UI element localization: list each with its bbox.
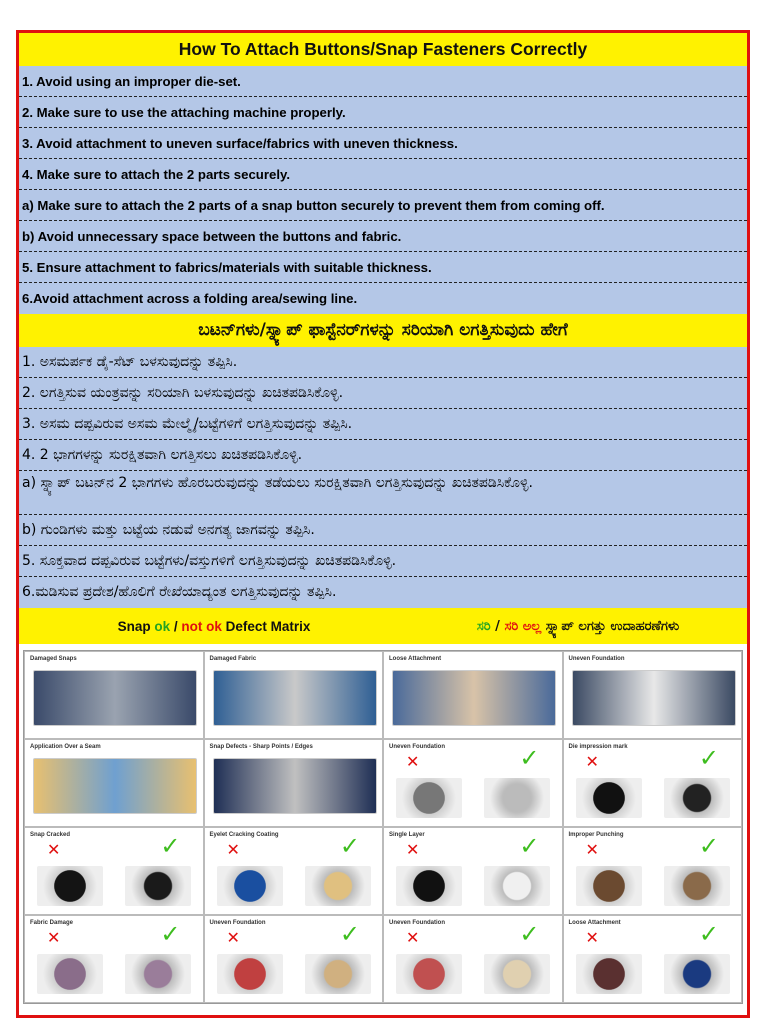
correct-photo [484, 954, 550, 994]
matrix-cell [383, 651, 563, 739]
correct-photo [484, 778, 550, 818]
english-title: How To Attach Buttons/Snap Fasteners Correctly [19, 33, 747, 66]
ok-check-icon: ✓ [698, 832, 719, 860]
defect-photo [576, 954, 642, 994]
legend-kn-not-ok: ಸರಿ ಅಲ್ಲ [504, 618, 542, 634]
not-ok-cross-icon: ✕ [47, 928, 61, 947]
not-ok-cross-icon: ✕ [226, 840, 240, 859]
correct-photo [305, 954, 371, 994]
rule-kn-3: 3. ಅಸಮ ದಪ್ಪವಿರುವ ಅಸಮ ಮೇಲ್ಮೈ/ಬಟ್ಟೆಗಳಿಗೆ ಲಗತ್ತಿಸುವುದನ್ನು ತಪ್ಪಿಸಿ. [19, 409, 747, 440]
defect-photo [572, 670, 736, 726]
defect-photo [33, 758, 197, 814]
rule-en-2: 2. Make sure to use the attaching machine properly. [19, 97, 747, 128]
rule-en-4: 4. Make sure to attach the 2 parts securely. [19, 159, 747, 190]
matrix-cell [204, 915, 384, 1003]
kannada-title: ಬಟನ್‌ಗಳು/ಸ್ನ್ಯಾಪ್ ಫಾಸ್ಟೆನರ್‌ಗಳನ್ನು ಸರಿಯಾಗಿ ಲಗತ್ತಿಸುವುದು ಹೇಗೆ [19, 314, 747, 347]
rule-en-1: 1. Avoid using an improper die-set. [19, 66, 747, 97]
matrix-cell [204, 827, 384, 915]
legend-kn-separator: / [490, 618, 505, 634]
rule-en-6: 6.Avoid attachment across a folding area/sewing line. [19, 283, 747, 314]
defect-photo [396, 954, 462, 994]
not-ok-cross-icon: ✕ [226, 928, 240, 947]
defect-photo [396, 778, 462, 818]
ok-check-icon: ✓ [339, 920, 360, 948]
rule-kn-1: 1. ಅಸಮರ್ಪಕ ಡೈ-ಸೆಟ್ ಬಳಸುವುದನ್ನು ತಪ್ಪಿಸಿ. [19, 347, 747, 378]
matrix-cell-title: Single Layer [389, 832, 425, 838]
english-rules [19, 66, 747, 314]
defect-photo [37, 954, 103, 994]
correct-photo [664, 954, 730, 994]
rule-en-4a: a) Make sure to attach the 2 parts of a snap button securely to prevent them from coming off. [19, 190, 747, 221]
kannada-rules [19, 347, 747, 608]
matrix-cell [24, 739, 204, 827]
defect-photo [37, 866, 103, 906]
matrix-cell [383, 915, 563, 1003]
matrix-cell [383, 739, 563, 827]
matrix-cell-title: Uneven Foundation [568, 656, 625, 662]
matrix-cell [383, 827, 563, 915]
matrix-cell-title: Die impression mark [568, 744, 628, 750]
not-ok-cross-icon: ✕ [585, 840, 599, 859]
matrix-cell-title: Improper Punching [568, 832, 624, 838]
matrix-cell [204, 651, 384, 739]
legend-english [19, 619, 409, 634]
rule-kn-4b: b) ಗುಂಡಿಗಳು ಮತ್ತು ಬಟ್ಟೆಯ ನಡುವೆ ಅನಗತ್ಯ ಜಾಗವನ್ನು ತಪ್ಪಿಸಿ. [19, 515, 747, 546]
defect-photo [217, 866, 283, 906]
defect-photo [396, 866, 462, 906]
matrix-cell-title: Eyelet Cracking Coating [209, 832, 279, 838]
matrix-cell [204, 739, 384, 827]
legend-separator: / [170, 618, 182, 634]
defect-matrix-legend [19, 608, 747, 644]
correct-photo [664, 778, 730, 818]
rule-en-3: 3. Avoid attachment to uneven surface/fabrics with uneven thickness. [19, 128, 747, 159]
matrix-cell [563, 827, 743, 915]
matrix-cell-title: Snap Defects - Sharp Points / Edges [209, 744, 313, 750]
rule-kn-6: 6.ಮಡಿಸುವ ಪ್ರದೇಶ/ಹೊಲಿಗೆ ರೇಖೆಯಾದ್ಯಂತ ಲಗತ್ತಿಸುವುದನ್ನು ತಪ್ಪಿಸಿ. [19, 577, 747, 608]
ok-check-icon: ✓ [519, 744, 540, 772]
defect-photo [213, 758, 377, 814]
defect-photo [213, 670, 377, 726]
rule-en-5: 5. Ensure attachment to fabrics/materials with suitable thickness. [19, 252, 747, 283]
ok-check-icon: ✓ [160, 920, 181, 948]
not-ok-cross-icon: ✕ [585, 928, 599, 947]
matrix-cell-title: Snap Cracked [30, 832, 71, 838]
matrix-cell-title: Application Over a Seam [30, 744, 101, 750]
correct-photo [125, 954, 191, 994]
not-ok-cross-icon: ✕ [406, 752, 420, 771]
correct-photo [484, 866, 550, 906]
poster-frame [16, 30, 750, 1018]
defect-photo [576, 866, 642, 906]
legend-snap-label: Snap [117, 618, 155, 634]
rule-kn-4: 4. 2 ಭಾಗಗಳನ್ನು ಸುರಕ್ಷಿತವಾಗಿ ಲಗತ್ತಿಸಲು ಖಚಿತಪಡಿಸಿಕೊಳ್ಳಿ. [19, 440, 747, 471]
not-ok-cross-icon: ✕ [585, 752, 599, 771]
legend-kannada [409, 619, 747, 634]
defect-photo [392, 670, 556, 726]
matrix-cell-title: Uneven Foundation [209, 920, 266, 926]
legend-ok: ok [154, 618, 171, 634]
matrix-cell-title: Damaged Fabric [209, 656, 257, 662]
not-ok-cross-icon: ✕ [406, 840, 420, 859]
matrix-cell [563, 651, 743, 739]
legend-not-ok: not ok [181, 618, 222, 634]
matrix-cell [563, 739, 743, 827]
legend-kn-ok: ಸರಿ [476, 618, 491, 634]
matrix-cell-title: Uneven Foundation [389, 920, 445, 926]
ok-check-icon: ✓ [160, 832, 181, 860]
not-ok-cross-icon: ✕ [47, 840, 61, 859]
not-ok-cross-icon: ✕ [406, 928, 420, 947]
matrix-cell-title: Damaged Snaps [30, 656, 77, 662]
ok-check-icon: ✓ [519, 920, 540, 948]
correct-photo [664, 866, 730, 906]
matrix-cell [563, 915, 743, 1003]
defect-matrix [23, 650, 743, 1004]
defect-photo [217, 954, 283, 994]
defect-photo [576, 778, 642, 818]
legend-kn-label: ಸ್ನ್ಯಾಪ್ ಲಗತ್ತು ಉದಾಹರಣೆಗಳು [541, 618, 680, 634]
ok-check-icon: ✓ [339, 832, 360, 860]
matrix-cell [24, 915, 204, 1003]
correct-photo [125, 866, 191, 906]
rule-kn-4a: a) ಸ್ನ್ಯಾಪ್ ಬಟನ್‌ನ 2 ಭಾಗಗಳು ಹೊರಬರುವುದನ್ನು ತಡೆಯಲು ಸುರಕ್ಷಿತವಾಗಿ ಲಗತ್ತಿಸುವುದನ್ನು ಖಚಿತಪಡಿಸಿಕೊಳ್ಳಿ. [19, 471, 747, 515]
matrix-cell-title: Loose Attachment [389, 656, 442, 662]
matrix-cell-title: Fabric Damage [30, 920, 74, 926]
rule-kn-5: 5. ಸೂಕ್ತವಾದ ದಪ್ಪವಿರುವ ಬಟ್ಟೆಗಳು/ವಸ್ತುಗಳಿಗೆ ಲಗತ್ತಿಸುವುದನ್ನು ಖಚಿತಪಡಿಸಿಕೊಳ್ಳಿ. [19, 546, 747, 577]
rule-en-4b: b) Avoid unnecessary space between the buttons and fabric. [19, 221, 747, 252]
ok-check-icon: ✓ [698, 744, 719, 772]
matrix-cell-title: Loose Attachment [568, 920, 621, 926]
ok-check-icon: ✓ [519, 832, 540, 860]
correct-photo [305, 866, 371, 906]
matrix-cell [24, 827, 204, 915]
legend-matrix-label: Defect Matrix [221, 618, 311, 634]
ok-check-icon: ✓ [698, 920, 719, 948]
rule-kn-2: 2. ಲಗತ್ತಿಸುವ ಯಂತ್ರವನ್ನು ಸರಿಯಾಗಿ ಬಳಸುವುದನ್ನು ಖಚಿತಪಡಿಸಿಕೊಳ್ಳಿ. [19, 378, 747, 409]
matrix-cell-title: Uneven Foundation [389, 744, 445, 750]
defect-photo [33, 670, 197, 726]
matrix-cell [24, 651, 204, 739]
